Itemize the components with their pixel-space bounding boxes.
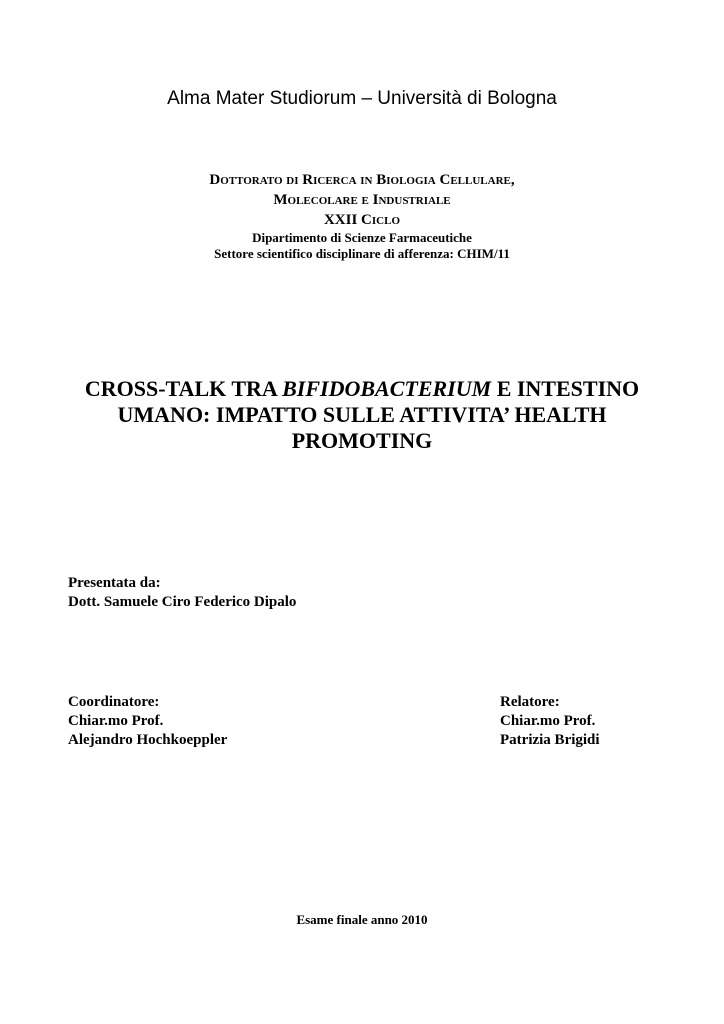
presenter-block xyxy=(68,574,296,612)
supervisor-block xyxy=(500,693,600,750)
doctorate-line-1: Dottorato di Ricerca in Biologia Cellulare, xyxy=(209,172,515,188)
supervisor-title: Chiar.mo Prof. xyxy=(500,713,596,729)
disciplinary-sector: Settore scientifico disciplinare di afferenza: CHIM/11 xyxy=(214,246,510,261)
coordinator-name: Alejandro Hochkoeppler xyxy=(68,732,228,748)
presenter-name: Dott. Samuele Ciro Federico Dipalo xyxy=(68,594,297,610)
thesis-title-part-2: E INTESTINO UMANO: IMPATTO SULLE ATTIVITA’ HEALTH PROMOTING xyxy=(117,376,640,453)
thesis-title xyxy=(60,376,664,454)
coordinator-block xyxy=(68,693,227,750)
presenter-label: Presentata da: xyxy=(68,575,161,591)
supervisor-name: Patrizia Brigidi xyxy=(500,732,600,748)
thesis-title-part-1: CROSS-TALK TRA xyxy=(84,376,283,401)
coordinator-title: Chiar.mo Prof. xyxy=(68,713,164,729)
doctorate-block xyxy=(0,170,724,262)
university-name: Alma Mater Studiorum – Università di Bologna xyxy=(167,88,557,109)
doctorate-line-2: Molecolare e Industriale xyxy=(273,192,451,208)
coordinator-label: Coordinatore: xyxy=(68,694,160,710)
department: Dipartimento di Scienze Farmaceutiche xyxy=(252,230,472,245)
supervisor-label: Relatore: xyxy=(500,694,560,710)
thesis-title-italic: BIFIDOBACTERIUM xyxy=(282,376,492,401)
exam-year: Esame finale anno 2010 xyxy=(296,912,428,927)
doctorate-cycle: XXII Ciclo xyxy=(323,212,401,228)
